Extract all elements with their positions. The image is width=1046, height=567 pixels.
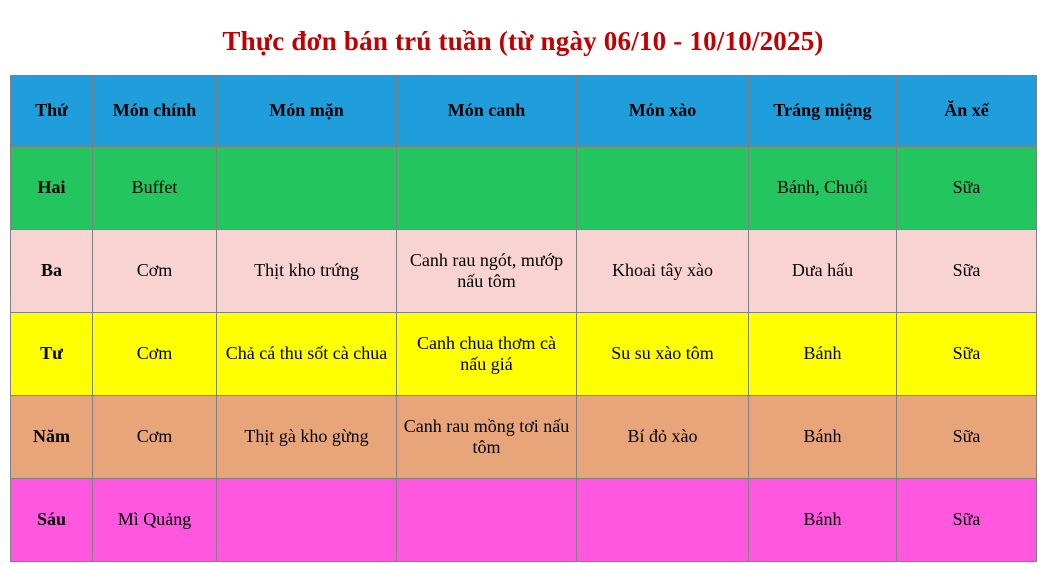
menu-table-wrapper xyxy=(0,75,1046,562)
mon-man-cell: Thịt gà kho gừng xyxy=(217,396,397,479)
table-row xyxy=(11,479,1037,562)
mon-man-cell: Chả cá thu sốt cà chua xyxy=(217,313,397,396)
column-header-an-xe: Ăn xế xyxy=(897,76,1037,147)
column-header-mon-canh: Món canh xyxy=(397,76,577,147)
mon-xao-cell xyxy=(577,479,749,562)
mon-chinh-cell: Cơm xyxy=(93,230,217,313)
column-header-mon-chinh: Món chính xyxy=(93,76,217,147)
column-header-mon-xao: Món xào xyxy=(577,76,749,147)
an-xe-cell: Sữa xyxy=(897,479,1037,562)
column-header-thu: Thứ xyxy=(11,76,93,147)
mon-man-cell xyxy=(217,479,397,562)
mon-chinh-cell: Buffet xyxy=(93,147,217,230)
mon-xao-cell: Khoai tây xào xyxy=(577,230,749,313)
mon-canh-cell: Canh rau ngót, mướp nấu tôm xyxy=(397,230,577,313)
column-header-mon-man: Món mặn xyxy=(217,76,397,147)
mon-man-cell: Thịt kho trứng xyxy=(217,230,397,313)
trang-mieng-cell: Bánh xyxy=(749,313,897,396)
mon-canh-cell xyxy=(397,479,577,562)
an-xe-cell: Sữa xyxy=(897,147,1037,230)
day-cell: Sáu xyxy=(11,479,93,562)
mon-chinh-cell: Cơm xyxy=(93,396,217,479)
mon-xao-cell: Bí đỏ xào xyxy=(577,396,749,479)
table-row xyxy=(11,313,1037,396)
trang-mieng-cell: Bánh xyxy=(749,479,897,562)
mon-chinh-cell: Cơm xyxy=(93,313,217,396)
page-title: Thực đơn bán trú tuần (từ ngày 06/10 - 10/10/2025) xyxy=(222,26,824,56)
weekly-menu-table xyxy=(10,75,1037,562)
mon-chinh-cell: Mì Quảng xyxy=(93,479,217,562)
day-cell: Năm xyxy=(11,396,93,479)
mon-xao-cell xyxy=(577,147,749,230)
trang-mieng-cell: Dưa hấu xyxy=(749,230,897,313)
mon-xao-cell: Su su xào tôm xyxy=(577,313,749,396)
table-row xyxy=(11,230,1037,313)
day-cell: Ba xyxy=(11,230,93,313)
trang-mieng-cell: Bánh, Chuối xyxy=(749,147,897,230)
mon-canh-cell xyxy=(397,147,577,230)
an-xe-cell: Sữa xyxy=(897,396,1037,479)
table-row xyxy=(11,147,1037,230)
trang-mieng-cell: Bánh xyxy=(749,396,897,479)
day-cell: Hai xyxy=(11,147,93,230)
day-cell: Tư xyxy=(11,313,93,396)
mon-canh-cell: Canh rau mồng tơi nấu tôm xyxy=(397,396,577,479)
mon-canh-cell: Canh chua thơm cà nấu giá xyxy=(397,313,577,396)
table-row xyxy=(11,396,1037,479)
table-header xyxy=(11,76,1037,147)
an-xe-cell: Sữa xyxy=(897,230,1037,313)
an-xe-cell: Sữa xyxy=(897,313,1037,396)
table-body xyxy=(11,147,1037,562)
header-row xyxy=(11,76,1037,147)
column-header-trang-mieng: Tráng miệng xyxy=(749,76,897,147)
mon-man-cell xyxy=(217,147,397,230)
